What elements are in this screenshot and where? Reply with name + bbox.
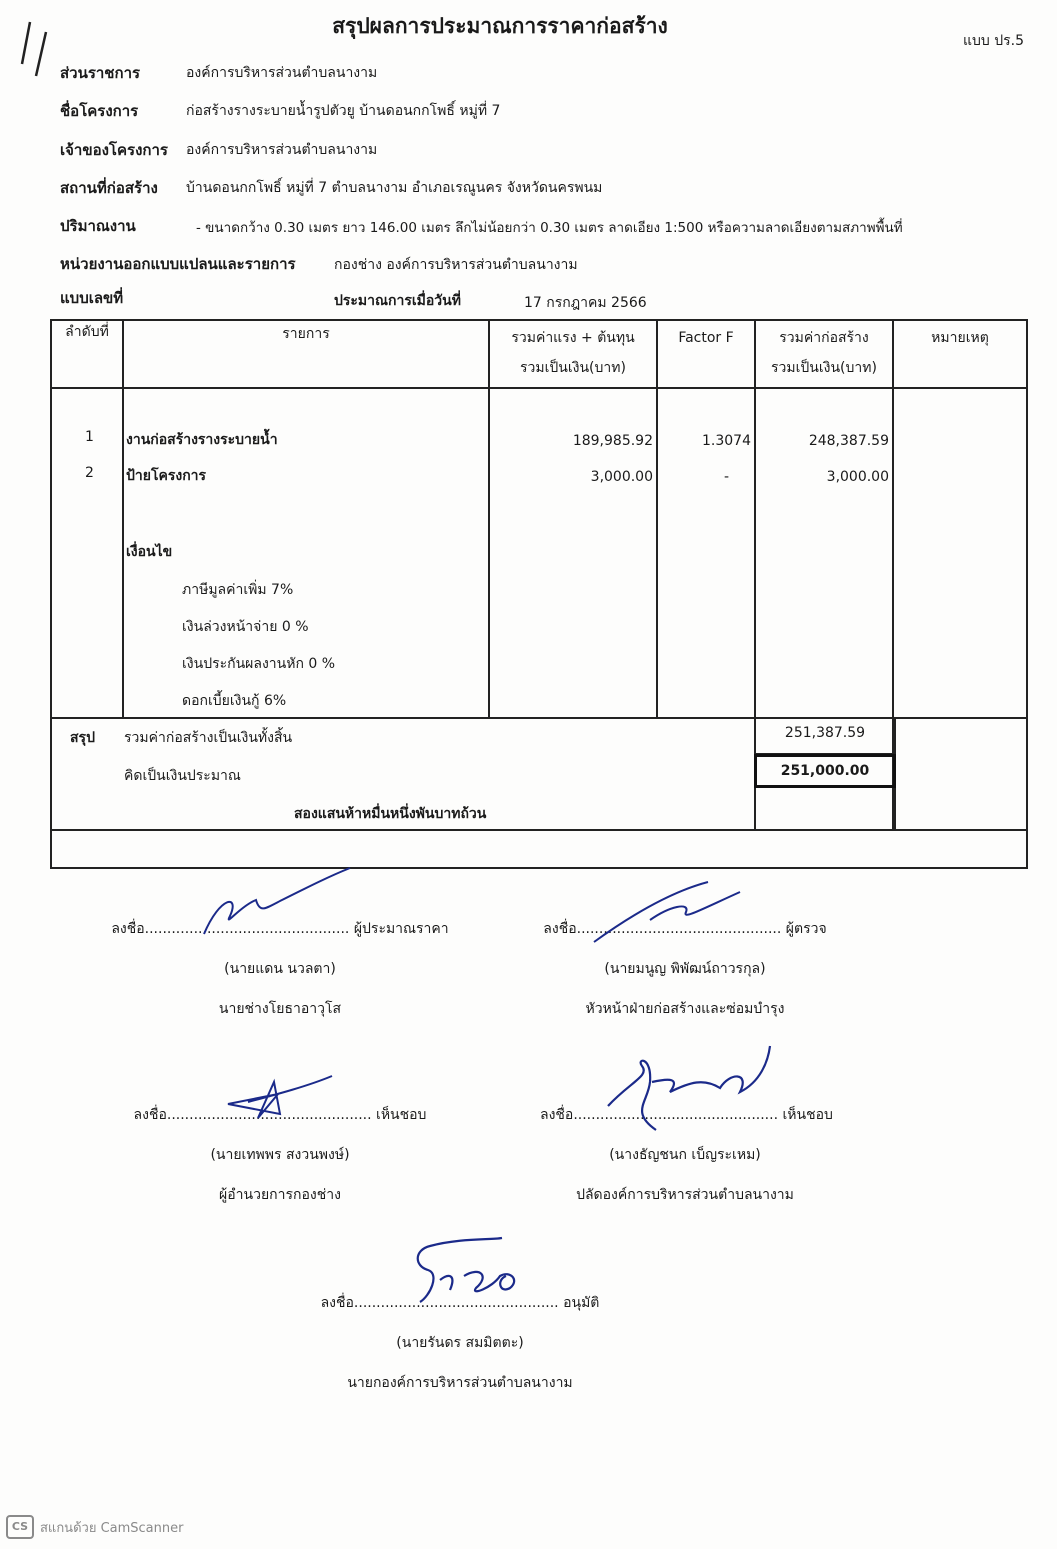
sign-role: ผู้ประมาณราคา — [353, 921, 449, 937]
estimate-table — [50, 319, 1028, 869]
signer-name: (นายรันดร สมมิตตะ) — [396, 1335, 524, 1351]
summary-total-value: 251,387.59 — [784, 725, 866, 741]
signer-position: ผู้อำนวยการกองช่าง — [219, 1187, 341, 1203]
col-header-cost: รวมค่าแรง + ต้นทุน รวมเป็นเงิน(บาท) — [489, 320, 657, 388]
sign-prefix: ลงชื่อ.............................................. — [111, 921, 350, 937]
owner-value: องค์การบริหารส่วนตำบลนางาม — [186, 142, 378, 158]
col-header-no: ลำดับที่ — [51, 320, 123, 388]
project-label: ชื่อโครงการ — [60, 102, 139, 120]
summary-remark-cell — [893, 718, 1027, 830]
body-item-cell — [123, 388, 489, 718]
blank-cell — [51, 830, 1027, 868]
agency-value: องค์การบริหารส่วนตำบลนางาม — [186, 65, 378, 81]
camscanner-logo: CS — [6, 1515, 34, 1539]
signer-name: (นายแดน นวลตา) — [224, 961, 336, 977]
signature-director — [218, 1074, 338, 1124]
table-header-row — [51, 320, 1027, 388]
signer-position: หัวหน้าฝ่ายก่อสร้างและซ่อมบำรุง — [585, 1001, 785, 1017]
body-no-cell — [51, 388, 123, 718]
signer-position: ปลัดองค์การบริหารส่วนตำบลนางาม — [576, 1187, 794, 1203]
estimate-date-value: 17 กรกฎาคม 2566 — [524, 295, 647, 311]
signature-deputy — [600, 1042, 780, 1142]
row1-total: 248,387.59 — [808, 433, 889, 449]
signer-name: (นายเทพพร สงวนพงษ์) — [210, 1147, 350, 1163]
row2-no: 2 — [85, 465, 94, 481]
condition-advance: เงินล่วงหน้าจ่าย 0 % — [182, 619, 309, 635]
summary-words: สองแสนห้าหมื่นหนึ่งพันบาทถ้วน — [294, 806, 487, 822]
col-header-total: รวมค่าก่อสร้าง รวมเป็นเงิน(บาท) — [755, 320, 893, 388]
sign-prefix: ลงชื่อ.............................................. — [543, 921, 782, 937]
body-cost-cell — [489, 388, 657, 718]
body-factor-cell — [657, 388, 755, 718]
camscanner-watermark — [6, 1515, 183, 1539]
summary-label: สรุป — [70, 730, 95, 746]
row1-item: งานก่อสร้างรางระบายน้ำ — [126, 432, 278, 448]
sign-prefix: ลงชื่อ.............................................. — [540, 1107, 779, 1123]
signature-mayor — [400, 1236, 530, 1316]
condition-interest: ดอกเบี้ยเงินกู้ 6% — [182, 693, 287, 709]
signer-position: นายช่างโยธาอาวุโส — [218, 1001, 342, 1017]
project-value: ก่อสร้างรางระบายน้ำรูปตัวยู บ้านดอนกกโพธิ์ หมู่ที่ 7 — [186, 103, 501, 119]
sign-role: เห็นชอบ — [376, 1107, 427, 1123]
design-unit-label: หน่วยงานออกแบบแปลนและรายการ — [60, 255, 296, 273]
body-total-cell — [755, 388, 893, 718]
location-value: บ้านดอนกกโพธิ์ หมู่ที่ 7 ตำบลนางาม อำเภอเรณูนคร จังหวัดนครพนม — [186, 180, 603, 196]
summary-row — [51, 718, 1027, 830]
condition-retention: เงินประกันผลงานหัก 0 % — [182, 656, 336, 672]
agency-label: ส่วนราชการ — [60, 64, 141, 82]
location-label: สถานที่ก่อสร้าง — [60, 179, 158, 197]
signature-inspector — [590, 876, 750, 946]
condition-vat: ภาษีมูลค่าเพิ่ม 7% — [182, 582, 294, 598]
summary-total-col — [754, 717, 896, 829]
form-code: แบบ ปร.5 — [962, 33, 1024, 49]
summary-approx-value: 251,000.00 — [754, 754, 896, 788]
col-header-item: รายการ — [123, 320, 489, 388]
sign-role: เห็นชอบ — [782, 1107, 833, 1123]
summary-total-text: รวมค่าก่อสร้างเป็นเงินทั้งสิ้น — [124, 730, 293, 746]
sign-role: อนุมัติ — [563, 1295, 600, 1311]
summary-approx-text: คิดเป็นเงินประมาณ — [124, 768, 241, 784]
row1-no: 1 — [85, 429, 94, 445]
owner-label: เจ้าของโครงการ — [60, 141, 168, 159]
row2-item: ป้ายโครงการ — [126, 468, 207, 484]
camscanner-text: สแกนด้วย CamScanner — [40, 1520, 184, 1536]
row1-factor: 1.3074 — [702, 433, 751, 449]
col-header-factor: Factor F — [657, 320, 755, 388]
drawing-no-label: แบบเลขที่ — [60, 289, 124, 307]
signer-position: นายกองค์การบริหารส่วนตำบลนางาม — [347, 1375, 573, 1391]
sign-prefix: ลงชื่อ.............................................. — [133, 1107, 372, 1123]
conditions-heading: เงื่อนไข — [126, 544, 173, 560]
estimate-date-label: ประมาณการเมื่อวันที่ — [334, 293, 461, 309]
signer-name: (นางธัญชนก เบ็ญระเหม) — [609, 1147, 761, 1163]
quantity-value: - ขนาดกว้าง 0.30 เมตร ยาว 146.00 เมตร ลึกไม่น้อยกว่า 0.30 เมตร ลาดเอียง 1:500 หรือความลาดเอียงตามสภาพพื้นที่ — [196, 220, 903, 236]
col-header-remark: หมายเหตุ — [893, 320, 1027, 388]
body-remark-cell — [893, 388, 1027, 718]
design-unit-value: กองช่าง องค์การบริหารส่วนตำบลนางาม — [334, 257, 578, 273]
summary-text-cell — [51, 718, 893, 830]
quantity-label: ปริมาณงาน — [60, 217, 136, 235]
row2-total: 3,000.00 — [826, 469, 889, 485]
document-title: สรุปผลการประมาณการราคาก่อสร้าง — [332, 14, 668, 38]
signer-name: (นายมนูญ พิพัฒน์ถาวรกุล) — [604, 961, 766, 977]
table-blank-row — [51, 830, 1027, 868]
row1-cost: 189,985.92 — [572, 433, 653, 449]
sign-prefix: ลงชื่อ.............................................. — [320, 1295, 559, 1311]
sign-role: ผู้ตรวจ — [785, 921, 827, 937]
table-body-row — [51, 388, 1027, 718]
signature-estimator — [200, 866, 360, 946]
row2-cost: 3,000.00 — [590, 469, 653, 485]
row2-factor: - — [724, 469, 730, 485]
